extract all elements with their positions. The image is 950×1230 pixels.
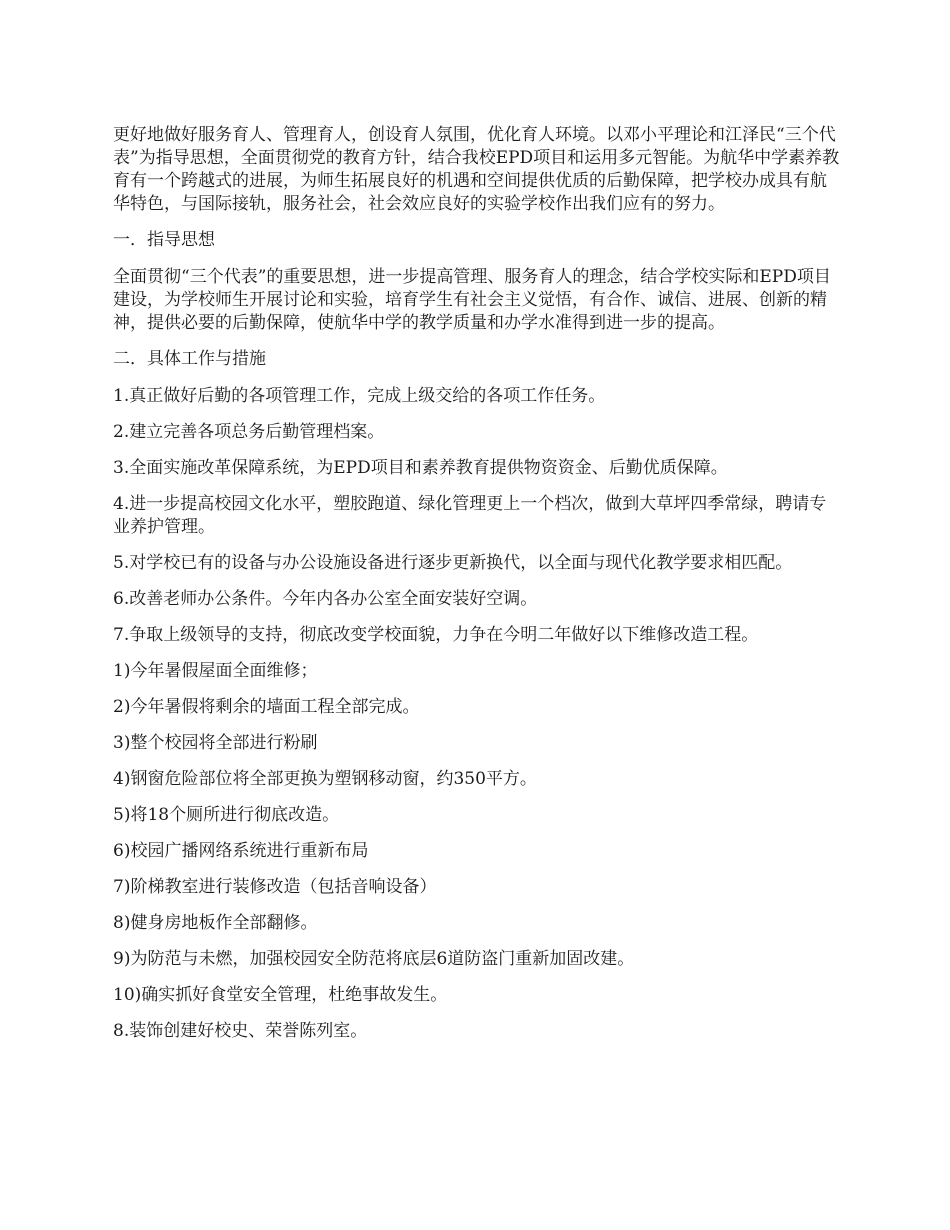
document-body (113, 124, 843, 1056)
sub-item-10: 10)确实抓好食堂安全管理，杜绝事故发生。 (113, 985, 448, 1005)
section-heading-guiding-ideology: 一．指导思想 (113, 230, 215, 250)
measure-item-5: 5.对学校已有的设备与办公设施设备进行逐步更新换代，以全面与现代化教学要求相匹配。 (113, 553, 793, 573)
sub-item-4: 4)钢窗危险部位将全部更换为塑钢移动窗，约350平方。 (113, 769, 537, 789)
measure-item-8: 8.装饰创建好校史、荣誉陈列室。 (113, 1021, 368, 1041)
sub-item-6: 6)校园广播网络系统进行重新布局 (113, 841, 369, 861)
measure-item-4: 4.进一步提高校园文化水平，塑胶跑道、绿化管理更上一个档次，做到大草坪四季常绿，聘请专业养护管理。 (113, 494, 827, 537)
measure-item-6: 6.改善老师办公条件。今年内各办公室全面安装好空调。 (113, 589, 538, 609)
measure-item-7: 7.争取上级领导的支持，彻底改变学校面貌，力争在今明二年做好以下维修改造工程。 (113, 625, 759, 645)
sub-item-2: 2)今年暑假将剩余的墙面工程全部完成。 (113, 697, 420, 717)
guiding-ideology-paragraph: 全面贯彻“三个代表”的重要思想，进一步提高管理、服务育人的理念，结合学校实际和EPD项目建设，为学校师生开展讨论和实验，培育学生有社会主义觉悟，有合作、诚信、进展、创新的精神，提供必要的后勤保障，使航华中学的教学质量和办学水准得到进一步的提高。 (113, 267, 831, 333)
section-heading-measures: 二．具体工作与措施 (113, 349, 266, 369)
measure-item-2: 2.建立完善各项总务后勤管理档案。 (113, 422, 385, 442)
sub-item-8: 8)健身房地板作全部翻修。 (113, 913, 318, 933)
measure-item-1: 1.真正做好后勤的各项管理工作，完成上级交给的各项工作任务。 (113, 386, 606, 406)
sub-item-1: 1)今年暑假屋面全面维修； (113, 661, 318, 681)
measure-item-3: 3.全面实施改革保障系统，为EPD项目和素养教育提供物资资金、后勤优质保障。 (113, 458, 728, 478)
sub-item-7: 7)阶梯教室进行装修改造（包括音响设备） (113, 877, 437, 897)
sub-item-3: 3)整个校园将全部进行粉刷 (113, 733, 318, 753)
intro-paragraph: 更好地做好服务育人、管理育人，创设育人氛围，优化育人环境。以邓小平理论和江泽民“三个代表”为指导思想，全面贯彻党的教育方针，结合我校EPD项目和运用多元智能。为航华中学素养教育有一个跨越式的进展，为师生拓展良好的机遇和空间提供优质的后勤保障，把学校办成具有航华特色，与国际接轨，服务社会，社会效应良好的实验学校作出我们应有的努力。 (113, 125, 840, 214)
sub-item-9: 9)为防范与未燃，加强校园安全防范将底层6道防盗门重新加固改建。 (113, 949, 635, 969)
sub-item-5: 5)将18个厕所进行彻底改造。 (113, 805, 340, 825)
